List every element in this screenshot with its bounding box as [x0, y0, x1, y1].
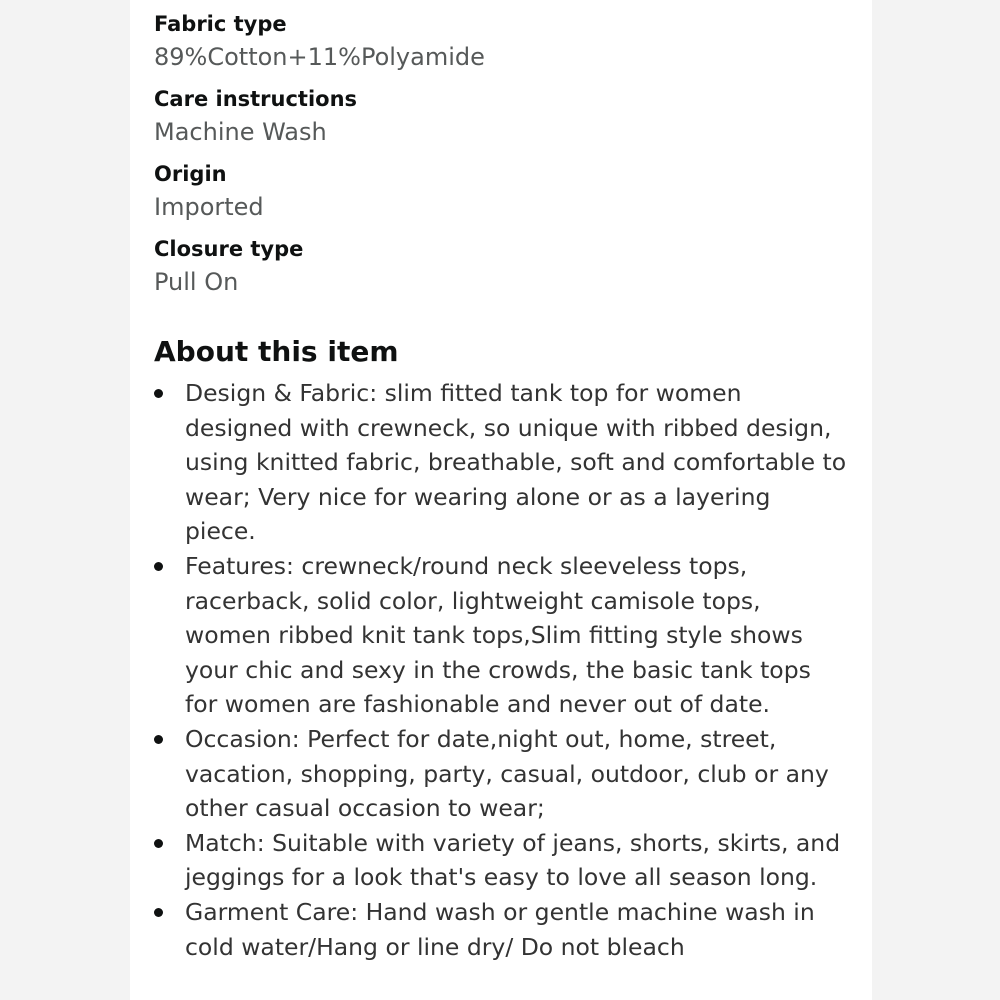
- bullet-dot-icon: [154, 908, 163, 917]
- about-heading: About this item: [154, 335, 399, 368]
- detail-label: Fabric type: [154, 12, 287, 36]
- detail-label: Origin: [154, 162, 227, 186]
- detail-value: Machine Wash: [154, 118, 327, 146]
- list-item: [154, 826, 848, 895]
- detail-value: Imported: [154, 193, 264, 221]
- bullet-dot-icon: [154, 562, 163, 571]
- detail-origin: [154, 160, 848, 225]
- detail-fabric-type: [154, 10, 848, 75]
- bullet-dot-icon: [154, 839, 163, 848]
- bullet-dot-icon: [154, 735, 163, 744]
- detail-value: 89%Cotton+11%Polyamide: [154, 43, 485, 71]
- list-item: [154, 549, 848, 722]
- product-details-card: [130, 0, 872, 1000]
- bullet-text: Garment Care: Hand wash or gentle machine wash in cold water/Hang or line dry/ Do not bleach: [185, 897, 815, 961]
- bullet-text: Occasion: Perfect for date,night out, home, street, vacation, shopping, party, casual, outdoor, club or any other casual occasion to wear;: [185, 724, 829, 823]
- detail-label: Closure type: [154, 237, 304, 261]
- list-item: [154, 895, 848, 964]
- detail-value: Pull On: [154, 268, 239, 296]
- about-bullet-list: [154, 376, 848, 964]
- detail-closure-type: [154, 235, 848, 300]
- list-item: [154, 376, 848, 549]
- list-item: [154, 722, 848, 826]
- bullet-dot-icon: [154, 389, 163, 398]
- detail-label: Care instructions: [154, 87, 358, 111]
- bullet-text: Design & Fabric: slim fitted tank top for women designed with crewneck, so unique with ribbed design, using knitted fabric, breathable, soft and comfortable to wear; Very nice for wearing alone or as a layering piece.: [185, 379, 847, 546]
- detail-care-instructions: [154, 85, 848, 150]
- bullet-text: Match: Suitable with variety of jeans, shorts, skirts, and jeggings for a look that's easy to love all season long.: [185, 828, 841, 892]
- bullet-text: Features: crewneck/round neck sleeveless tops, racerback, solid color, lightweight camisole tops, women ribbed knit tank tops,Slim fitting style shows your chic and sexy in the crowds, the basic tank tops for women are fashionable and never out of date.: [185, 551, 811, 719]
